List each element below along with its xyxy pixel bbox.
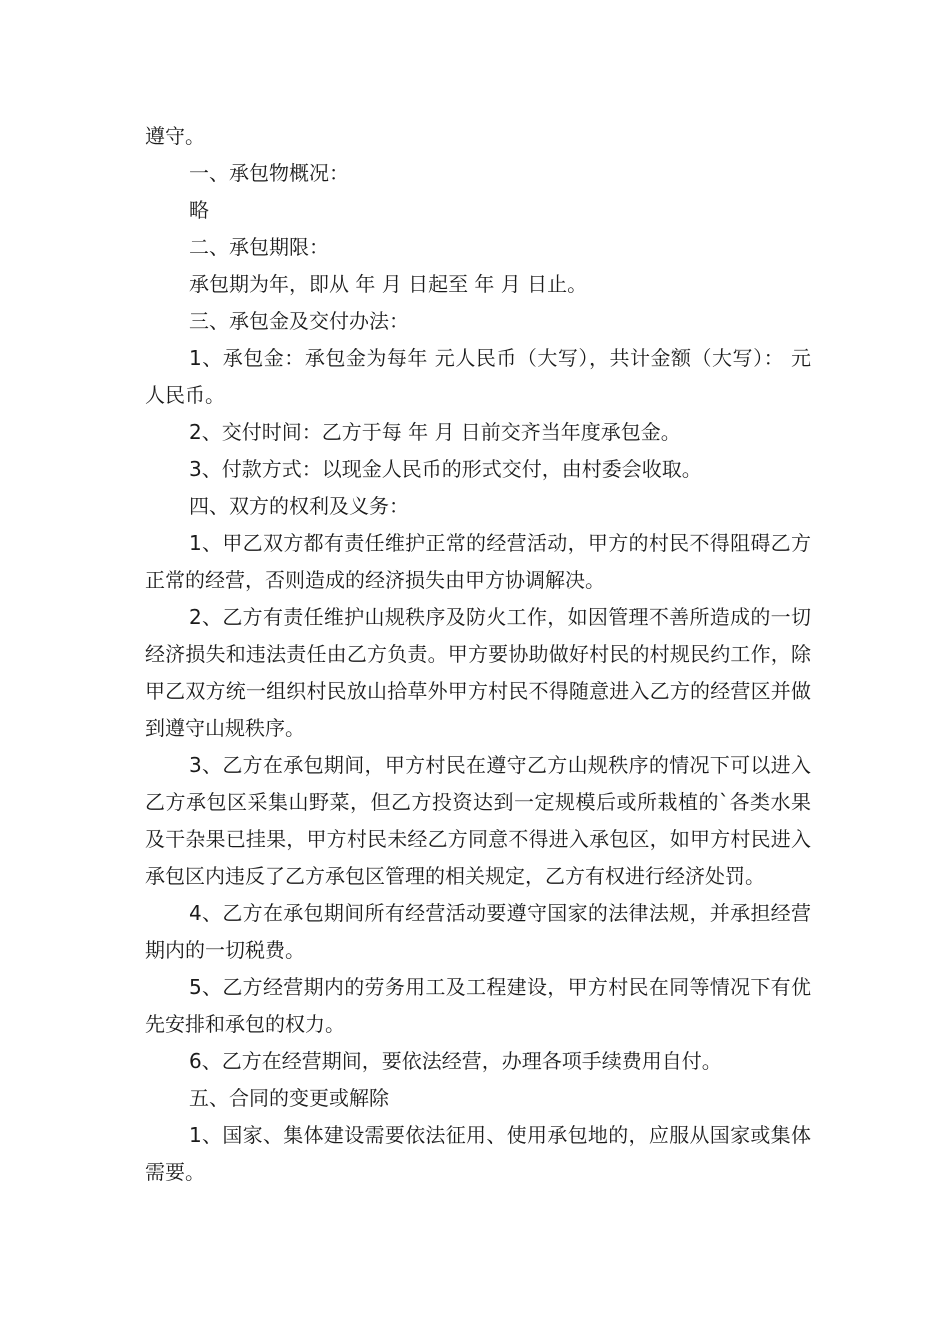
clause-4-4: 4、乙方在承包期间所有经营活动要遵守国家的法律法规，并承担经营期内的一切税费。	[145, 901, 811, 962]
clause-4-3: 3、乙方在承包期间，甲方村民在遵守乙方山规秩序的情况下可以进入乙方承包区采集山野菜，但乙方投资达到一定规模后或所栽植的`各类水果及干杂果已挂果，甲方村民未经乙方同意不得进入承包区，如甲方村民进入承包区内违反了乙方承包区管理的相关规定，乙方有权进行经济处罚。	[145, 753, 811, 888]
clause-4-1: 1、甲乙双方都有责任维护正常的经营活动，甲方的村民不得阻碍乙方正常的经营，否则造成的经济损失由甲方协调解决。	[145, 531, 811, 592]
clause-3-1: 1、承包金：承包金为每年 元人民币（大写），共计金额（大写）： 元人民币。	[145, 346, 811, 407]
section-heading-3: 三、承包金及交付办法：	[189, 309, 409, 333]
section-heading-1: 一、承包物概况：	[189, 161, 349, 185]
clause-3-2: 2、交付时间：乙方于每 年 月 日前交齐当年度承包金。	[189, 420, 681, 444]
document-body	[145, 118, 811, 1191]
clause-3-3: 3、付款方式：以现金人民币的形式交付，由村委会收取。	[189, 457, 702, 481]
paragraph: 略	[189, 198, 209, 222]
paragraph-continuation: 遵守。	[145, 124, 205, 148]
clause-4-5: 5、乙方经营期内的劳务用工及工程建设，甲方村民在同等情况下有优先安排和承包的权力。	[145, 975, 811, 1036]
clause-4-2: 2、乙方有责任维护山规秩序及防火工作，如因管理不善所造成的一切经济损失和违法责任由乙方负责。甲方要协助做好村民的村规民约工作，除甲乙双方统一组织村民放山拾草外甲方村民不得随意进入乙方的经营区并做到遵守山规秩序。	[145, 605, 811, 740]
paragraph: 承包期为年，即从 年 月 日起至 年 月 日止。	[189, 272, 588, 296]
section-heading-4: 四、双方的权利及义务：	[189, 494, 409, 518]
section-heading-5: 五、合同的变更或解除	[189, 1086, 389, 1110]
clause-5-1: 1、国家、集体建设需要依法征用、使用承包地的，应服从国家或集体需要。	[145, 1123, 811, 1184]
section-heading-2: 二、承包期限：	[189, 235, 329, 259]
clause-4-6: 6、乙方在经营期间，要依法经营，办理各项手续费用自付。	[189, 1049, 722, 1073]
